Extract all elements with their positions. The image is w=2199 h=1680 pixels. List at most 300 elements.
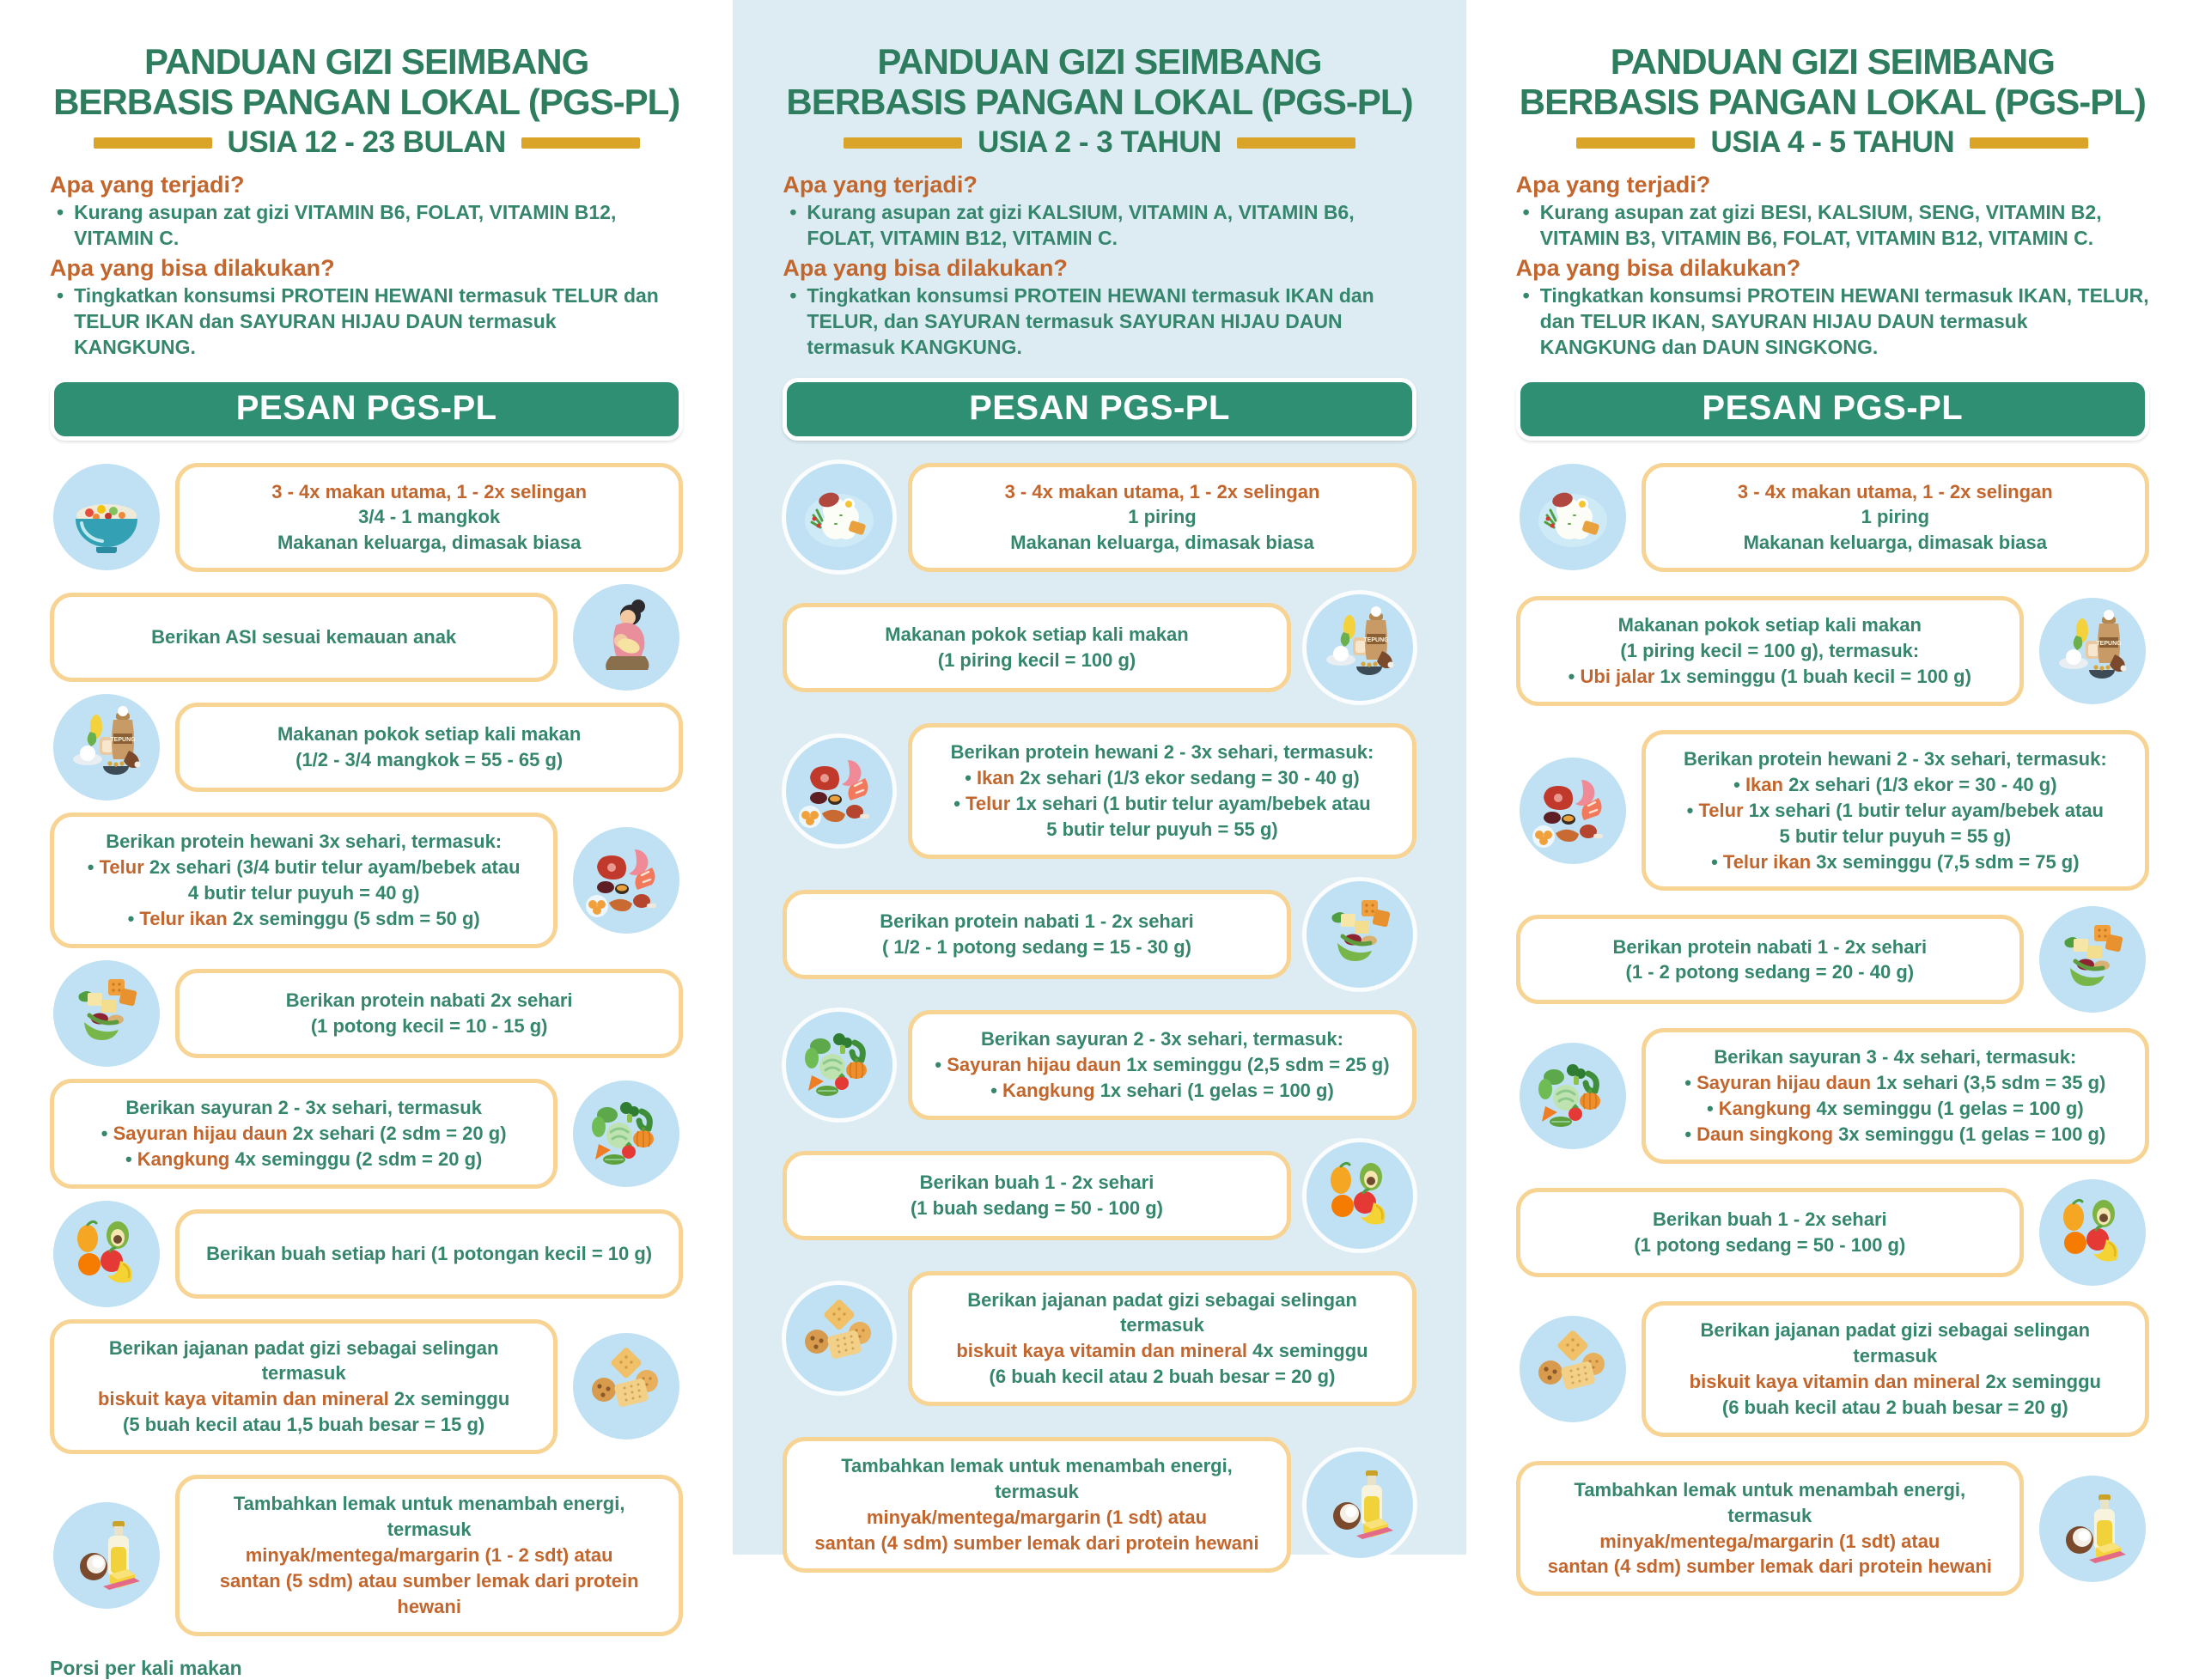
text-segment: 1x seminggu (1 buah kecil = 100 g): [1660, 666, 1971, 688]
card-row: [1516, 730, 2149, 892]
text-segment: santan (4 sdm) sumber lemak dari protein hewani: [1547, 1555, 1992, 1578]
plant-protein-icon: [2039, 906, 2146, 1013]
card-text-line: [73, 1336, 534, 1387]
text-segment: Sayuran hijau daun: [947, 1053, 1127, 1075]
text-segment: PROTEIN HEWANI: [281, 283, 454, 307]
card-text-line: [198, 1543, 660, 1568]
text-segment: (1/2 - 3/4 mangkok = 55 - 65 g): [295, 749, 563, 771]
text-segment: (5 buah kecil atau 1,5 buah besar = 15 g): [123, 1414, 485, 1436]
plant-protein-icon: [1307, 881, 1413, 988]
intro-bullet-text: [1540, 283, 2149, 361]
card-text-line: [806, 1170, 1267, 1196]
text-segment: minyak/mentega/margarin (1 sdt) atau: [866, 1507, 1208, 1529]
card-row: [50, 1475, 683, 1636]
card-text-line: [931, 479, 1392, 505]
message-card: [908, 723, 1416, 859]
card-text-line: [931, 1052, 1392, 1078]
text-segment: Ubi jalar: [1580, 666, 1660, 688]
text-segment: Kurang asupan: [74, 201, 223, 224]
staple-food-icon: [53, 694, 160, 800]
text-segment: Tambahkan lemak untuk menambah energi, termasuk: [841, 1455, 1233, 1503]
text-segment: PROTEIN HEWANI: [1746, 283, 1920, 307]
text-segment: termasuk: [453, 283, 552, 307]
message-card: [175, 703, 683, 792]
text-segment: Berikan protein hewani 2 - 3x sehari, termasuk:: [950, 741, 1374, 764]
card-text-line: [1539, 1233, 2001, 1258]
card-row: [783, 1010, 1416, 1120]
gold-bar-right: [521, 137, 640, 149]
card-row: [783, 1271, 1416, 1407]
card-text-line: [806, 1196, 1267, 1221]
intro-section: [1516, 172, 2149, 360]
card-text-line: [1665, 849, 2126, 875]
text-segment: Telur: [965, 793, 1016, 815]
text-segment: dan: [1539, 309, 1581, 332]
text-segment: Kangkung: [1002, 1079, 1100, 1101]
text-segment: Daun singkong: [1696, 1123, 1839, 1146]
card-text-line: [806, 1505, 1267, 1531]
text-segment: TELUR,: [807, 309, 879, 332]
text-segment: (6 buah kecil atau 2 buah besar = 20 g): [989, 1366, 1336, 1388]
card-text-line: [1665, 1096, 2126, 1122]
vegetables-icon: [1520, 1043, 1626, 1149]
poster-title: [1516, 41, 2149, 122]
text-segment: •: [1706, 1098, 1719, 1120]
card-text-line: [198, 504, 660, 530]
text-segment: termasuk: [1020, 309, 1119, 332]
card-text-line: [1665, 1369, 2126, 1395]
text-segment: 5 butir telur puyuh = 55 g): [1779, 825, 2012, 847]
text-segment: Makanan keluarga, dimasak biasa: [1743, 532, 2048, 554]
card-row: [50, 593, 683, 682]
card-text-line: [1539, 934, 2001, 960]
text-segment: Tingkatkan konsumsi: [807, 283, 1014, 307]
text-segment: dan: [878, 309, 925, 332]
vegetables-icon: [573, 1080, 679, 1187]
card-text-line: [931, 817, 1392, 843]
message-card: [1642, 1301, 2149, 1437]
pesan-pgs-pl-banner: PESAN PGS-PL: [783, 378, 1416, 441]
intro-section: [783, 172, 1416, 360]
text-segment: Tambahkan lemak untuk menambah energi, termasuk: [233, 1493, 625, 1541]
bullet-dot: •: [57, 201, 64, 224]
text-segment: 2x seminggu: [393, 1388, 510, 1410]
card-text-line: [198, 1491, 660, 1543]
card-row: [783, 1437, 1416, 1573]
card-text-line: [73, 1121, 534, 1147]
text-segment: 2x seminggu (5 sdm = 50 g): [232, 907, 480, 929]
card-text-line: [806, 934, 1267, 960]
card-row: [50, 813, 683, 948]
text-segment: •: [1568, 666, 1581, 688]
text-segment: 3 - 4x makan utama, 1 - 2x selingan: [1737, 480, 2053, 502]
text-segment: (1 potong sedang = 50 - 100 g): [1634, 1234, 1906, 1257]
fats-oil-icon: [2039, 1476, 2146, 1582]
breastfeeding-icon: [573, 584, 679, 691]
card-text-line: [931, 530, 1392, 556]
card-text-line: [931, 765, 1392, 791]
message-card: [783, 890, 1290, 979]
title-line-2: BERBASIS PANGAN LOKAL (PGS-PL): [1519, 82, 2146, 123]
text-segment: •: [127, 907, 140, 929]
text-segment: KANGKUNG.: [74, 335, 196, 358]
card-text-line: [73, 829, 534, 855]
card-text-line: [1665, 824, 2126, 849]
bullet-dot: •: [1522, 201, 1530, 224]
text-segment: Berikan sayuran 3 - 4x sehari, termasuk:: [1714, 1046, 2077, 1068]
text-segment: SAYURAN HIJAU DAUN: [240, 309, 463, 332]
text-segment: •: [87, 856, 100, 879]
message-card: [50, 593, 557, 682]
card-text-line: [198, 1013, 660, 1039]
text-segment: 4x seminggu (1 gelas = 100 g): [1816, 1098, 2084, 1120]
age-subtitle-text: USIA 4 - 5 TAHUN: [1710, 125, 1955, 160]
card-row: [50, 463, 683, 573]
text-segment: 2x sehari (3/4 butir telur ayam/bebek atau: [149, 856, 521, 879]
card-row: [1516, 1461, 2149, 1597]
text-segment: dan: [1656, 335, 1703, 358]
text-segment: Tingkatkan konsumsi: [1539, 283, 1747, 307]
card-text-line: [1665, 1395, 2126, 1421]
text-segment: minyak/mentega/margarin (1 - 2 sdt) atau: [245, 1544, 613, 1567]
animal-protein-icon: [786, 738, 892, 844]
card-text-line: [198, 1568, 660, 1620]
column-usia-4-5-tahun: [1466, 0, 2199, 1578]
card-text-line: [1539, 664, 2001, 690]
text-segment: Berikan buah 1 - 2x sehari: [919, 1171, 1154, 1193]
message-card: [50, 1319, 557, 1455]
text-segment: biskuit kaya vitamin dan mineral: [956, 1340, 1253, 1362]
card-row: [1516, 915, 2149, 1004]
text-segment: Berikan sayuran 2 - 3x sehari, termasuk: [125, 1096, 482, 1118]
biscuits-icon: [573, 1333, 679, 1440]
gold-bar-left: [1576, 137, 1695, 149]
text-segment: Berikan protein nabati 1 - 2x sehari: [1612, 935, 1928, 958]
card-text-line: [1539, 638, 2001, 664]
text-segment: Berikan protein hewani 2 - 3x sehari, termasuk:: [1683, 747, 2107, 770]
text-segment: Telur ikan: [1722, 850, 1817, 873]
text-segment: Berikan buah setiap hari (1 potongan kecil = 10 g): [206, 1242, 653, 1264]
card-text-line: [73, 855, 534, 880]
poster-title: [783, 41, 1416, 122]
age-subtitle: [50, 125, 683, 160]
text-segment: 1x sehari (1 gelas = 100 g): [1100, 1079, 1334, 1101]
text-segment: Kurang asupan: [1539, 201, 1690, 224]
bullet-dot: •: [789, 283, 797, 307]
intro-bullet: [1516, 283, 2149, 361]
text-segment: •: [125, 1147, 137, 1170]
gold-bar-left: [844, 137, 962, 149]
text-segment: Berikan jajanan padat gizi sebagai selingan termasuk: [967, 1288, 1357, 1336]
fruits-icon: [53, 1201, 160, 1307]
card-text-line: [1539, 1207, 2001, 1233]
pesan-pgs-pl-banner: PESAN PGS-PL: [50, 378, 683, 441]
card-row: [50, 1079, 683, 1189]
text-segment: 1x sehari (3,5 sdm = 35 g): [1876, 1072, 2106, 1094]
vegetables-icon: [786, 1012, 892, 1118]
text-segment: (1 piring kecil = 100 g): [937, 649, 1136, 672]
text-segment: Berikan jajanan padat gizi sebagai selingan termasuk: [1700, 1319, 2091, 1367]
message-card: [1516, 915, 2024, 1004]
card-text-line: [931, 1287, 1392, 1339]
text-segment: Kurang asupan: [807, 201, 957, 224]
card-text-line: [806, 909, 1267, 934]
text-segment: •: [1684, 1072, 1697, 1094]
text-segment: SAYURAN HIJAU DAUN: [1118, 309, 1343, 332]
text-segment: TELUR: [551, 283, 618, 307]
column-usia-2-3-tahun: [733, 0, 1465, 1555]
card-text-line: [1665, 1070, 2126, 1096]
question-what-happened: Apa yang terjadi?: [1515, 172, 1711, 198]
footer-note: Porsi per kali makan: [50, 1656, 242, 1679]
message-card: [1642, 1028, 2149, 1164]
message-card: [783, 1437, 1290, 1573]
text-segment: termasuk: [1934, 309, 2028, 332]
card-row: [1516, 1028, 2149, 1164]
text-segment: 1 piring: [1128, 506, 1197, 528]
poster-title: [50, 41, 683, 122]
bullet-dot: •: [789, 201, 797, 224]
text-segment: TELUR IKAN: [74, 309, 194, 332]
intro-bullet-text: [807, 283, 1416, 361]
gold-bar-left: [94, 137, 212, 149]
text-segment: Makanan pokok setiap kali makan: [885, 624, 1189, 646]
card-text-line: [1539, 1529, 2001, 1555]
text-segment: zat gizi BESI, KALSIUM, SENG, VITAMIN B2, VITAMIN B3, VITAMIN B6, FOLAT, VITAMIN B12, VITAMIN C.: [1539, 201, 2102, 249]
card-text-line: [931, 1026, 1392, 1052]
animal-protein-icon: [573, 827, 679, 934]
card-row: [50, 703, 683, 792]
age-subtitle: [1516, 125, 2149, 160]
card-text-line: [198, 721, 660, 747]
card-row: [1516, 1188, 2149, 1277]
text-segment: •: [935, 1053, 947, 1075]
staple-food-icon: [1307, 594, 1413, 701]
message-card: [1516, 1188, 2024, 1277]
text-segment: 3x seminggu (1 gelas = 100 g): [1838, 1123, 2106, 1146]
text-segment: termasuk: [462, 309, 557, 332]
title-line-2: BERBASIS PANGAN LOKAL (PGS-PL): [53, 82, 680, 123]
card-text-line: [73, 880, 534, 906]
text-segment: •: [1711, 850, 1723, 873]
card-text-line: [73, 1412, 534, 1438]
card-text-line: [73, 1386, 534, 1412]
bullet-dot: •: [57, 283, 64, 307]
text-segment: Makanan keluarga, dimasak biasa: [277, 532, 582, 554]
fats-oil-icon: [53, 1502, 160, 1609]
card-text-line: [1665, 798, 2126, 824]
text-segment: IKAN: [1285, 283, 1334, 307]
card-text-line: [931, 1364, 1392, 1390]
text-segment: Tambahkan lemak untuk menambah energi, termasuk: [1574, 1478, 1966, 1526]
text-segment: 2x sehari (1/3 ekor sedang = 30 - 40 g): [1020, 767, 1360, 789]
text-segment: 3 - 4x makan utama, 1 - 2x selingan: [271, 480, 588, 502]
gold-bar-right: [1970, 137, 2088, 149]
card-row: [50, 1319, 683, 1455]
intro-bullet-text: [1540, 200, 2149, 252]
text-segment: Kangkung: [137, 1147, 235, 1170]
message-card: [175, 1475, 683, 1636]
text-segment: dan: [1333, 283, 1374, 307]
intro-bullet: [50, 200, 683, 252]
text-segment: (6 buah kecil atau 2 buah besar = 20 g): [1721, 1396, 2068, 1418]
text-segment: SAYURAN: [924, 309, 1020, 332]
meal-bowl-icon: [53, 464, 160, 570]
plant-protein-icon: [53, 960, 160, 1067]
card-row: [783, 1151, 1416, 1240]
text-segment: PROTEIN HEWANI: [1014, 283, 1187, 307]
text-segment: dan: [193, 309, 241, 332]
card-row: [1516, 596, 2149, 706]
staple-food-icon: [2039, 598, 2146, 704]
text-segment: •: [101, 1122, 113, 1144]
message-card: [175, 1209, 683, 1299]
card-text-line: [931, 1338, 1392, 1364]
title-line-1: PANDUAN GIZI SEIMBANG: [1610, 41, 2055, 82]
text-segment: DAUN SINGKONG.: [1702, 335, 1879, 358]
text-segment: Telur: [99, 856, 149, 879]
text-segment: (1 - 2 potong sedang = 20 - 40 g): [1625, 961, 1915, 983]
text-segment: termasuk: [1186, 283, 1286, 307]
card-text-line: [198, 479, 660, 505]
fruits-icon: [2039, 1179, 2146, 1286]
text-segment: Berikan sayuran 2 - 3x sehari, termasuk:: [981, 1027, 1343, 1050]
card-text-line: [198, 1241, 660, 1267]
intro-bullet: [783, 200, 1416, 252]
text-segment: •: [1733, 773, 1745, 795]
age-subtitle-text: USIA 2 - 3 TAHUN: [978, 125, 1221, 160]
text-segment: Ikan: [977, 767, 1020, 789]
text-segment: 4 butir telur puyuh = 40 g): [187, 882, 420, 904]
text-segment: minyak/mentega/margarin (1 sdt) atau: [1599, 1530, 1940, 1552]
intro-section: [50, 172, 683, 360]
card-text-line: [931, 791, 1392, 817]
text-segment: Makanan pokok setiap kali makan: [277, 723, 582, 746]
text-segment: Ikan: [1745, 773, 1789, 795]
text-segment: Telur ikan: [139, 907, 233, 929]
message-card: [175, 463, 683, 573]
text-segment: TELUR IKAN, SAYURAN HIJAU DAUN: [1581, 309, 1934, 332]
message-card: [1642, 730, 2149, 892]
text-segment: •: [1684, 1123, 1697, 1146]
card-row: [1516, 1301, 2149, 1437]
biscuits-icon: [1520, 1316, 1626, 1422]
text-segment: KANGKUNG: [1539, 335, 1657, 358]
card-text-line: [1539, 612, 2001, 638]
text-segment: Berikan protein hewani 3x sehari, termasuk:: [106, 831, 503, 853]
text-segment: zat gizi KALSIUM, VITAMIN A, VITAMIN B6, FOLAT, VITAMIN B12, VITAMIN C.: [807, 201, 1355, 249]
intro-bullet-text: [807, 200, 1416, 252]
text-segment: biskuit kaya vitamin dan mineral: [1689, 1370, 1986, 1392]
message-cards: [50, 463, 683, 1636]
card-text-line: [806, 622, 1267, 648]
card-text-line: [1665, 530, 2126, 556]
text-segment: 4x seminggu (2 sdm = 20 g): [235, 1147, 483, 1170]
message-cards: [1516, 463, 2149, 1597]
message-card: [908, 1271, 1416, 1407]
text-segment: Berikan jajanan padat gizi sebagai selingan termasuk: [108, 1336, 499, 1385]
title-line-1: PANDUAN GIZI SEIMBANG: [144, 41, 589, 82]
message-card: [1516, 596, 2024, 706]
text-segment: Tingkatkan konsumsi: [74, 283, 282, 307]
card-text-line: [1665, 479, 2126, 505]
rice-plate-icon: [1520, 464, 1626, 570]
intro-bullet: [783, 283, 1416, 361]
card-text-line: [1665, 1318, 2126, 1369]
card-text-line: [73, 1147, 534, 1172]
message-card: [1642, 463, 2149, 573]
question-what-can-be-done: Apa yang bisa dilakukan?: [1515, 254, 1801, 281]
text-segment: 1x sehari (1 butir telur ayam/bebek atau: [1015, 793, 1371, 815]
text-segment: IKAN, TELUR,: [2018, 283, 2149, 307]
intro-bullet-text: [74, 200, 683, 252]
fats-oil-icon: [1307, 1452, 1413, 1558]
text-segment: biskuit kaya vitamin dan mineral: [98, 1388, 394, 1410]
intro-bullet: [50, 283, 683, 361]
card-text-line: [1665, 1044, 2126, 1070]
text-segment: 2x sehari (2 sdm = 20 g): [292, 1122, 507, 1144]
text-segment: 3x seminggu (7,5 sdm = 75 g): [1816, 850, 2080, 873]
intro-bullet-text: [74, 283, 683, 361]
card-row: [783, 463, 1416, 573]
card-text-line: [931, 504, 1392, 530]
text-segment: Berikan protein nabati 2x sehari: [285, 989, 573, 1011]
rice-plate-icon: [786, 464, 892, 570]
question-what-happened: Apa yang terjadi?: [783, 172, 978, 198]
card-text-line: [198, 747, 660, 773]
text-segment: KANGKUNG.: [900, 335, 1022, 358]
message-cards: [783, 463, 1416, 1573]
text-segment: (1 potong kecil = 10 - 15 g): [310, 1014, 548, 1037]
text-segment: 1x sehari (1 butir telur ayam/bebek atau: [1748, 799, 2104, 821]
text-segment: Sayuran hijau daun: [1696, 1072, 1877, 1094]
fruits-icon: [1307, 1142, 1413, 1249]
text-segment: zat gizi VITAMIN B6, FOLAT, VITAMIN B12, VITAMIN C.: [74, 201, 617, 249]
column-usia-12-23-bulan: [0, 0, 733, 1679]
card-text-line: [198, 988, 660, 1013]
text-segment: •: [953, 793, 966, 815]
pesan-pgs-pl-banner: PESAN PGS-PL: [1516, 378, 2149, 441]
card-text-line: [1665, 772, 2126, 798]
card-text-line: [931, 740, 1392, 765]
card-text-line: [1539, 1554, 2001, 1580]
bullet-dot: •: [1522, 283, 1530, 307]
card-text-line: [73, 906, 534, 932]
text-segment: (1 buah sedang = 50 - 100 g): [910, 1196, 1164, 1219]
text-segment: Makanan keluarga, dimasak biasa: [1010, 532, 1314, 554]
card-text-line: [1665, 504, 2126, 530]
card-text-line: [1665, 1122, 2126, 1147]
text-segment: Berikan protein nabati 1 - 2x sehari: [880, 910, 1194, 932]
question-what-can-be-done: Apa yang bisa dilakukan?: [783, 254, 1068, 281]
intro-bullet: [1516, 200, 2149, 252]
question-what-can-be-done: Apa yang bisa dilakukan?: [50, 254, 335, 281]
card-text-line: [806, 1531, 1267, 1556]
card-text-line: [1539, 1477, 2001, 1529]
animal-protein-icon: [1520, 758, 1626, 864]
card-text-line: [198, 530, 660, 556]
text-segment: •: [990, 1079, 1003, 1101]
card-row: [783, 723, 1416, 859]
text-segment: 2x sehari (1/3 ekor = 30 - 40 g): [1788, 773, 2057, 795]
message-card: [50, 1079, 557, 1189]
text-segment: •: [1686, 799, 1699, 821]
title-line-1: PANDUAN GIZI SEIMBANG: [877, 41, 1322, 82]
text-segment: •: [965, 767, 978, 789]
text-segment: ( 1/2 - 1 potong sedang = 15 - 30 g): [881, 935, 1191, 958]
card-row: [50, 1209, 683, 1299]
text-segment: termasuk: [807, 335, 901, 358]
